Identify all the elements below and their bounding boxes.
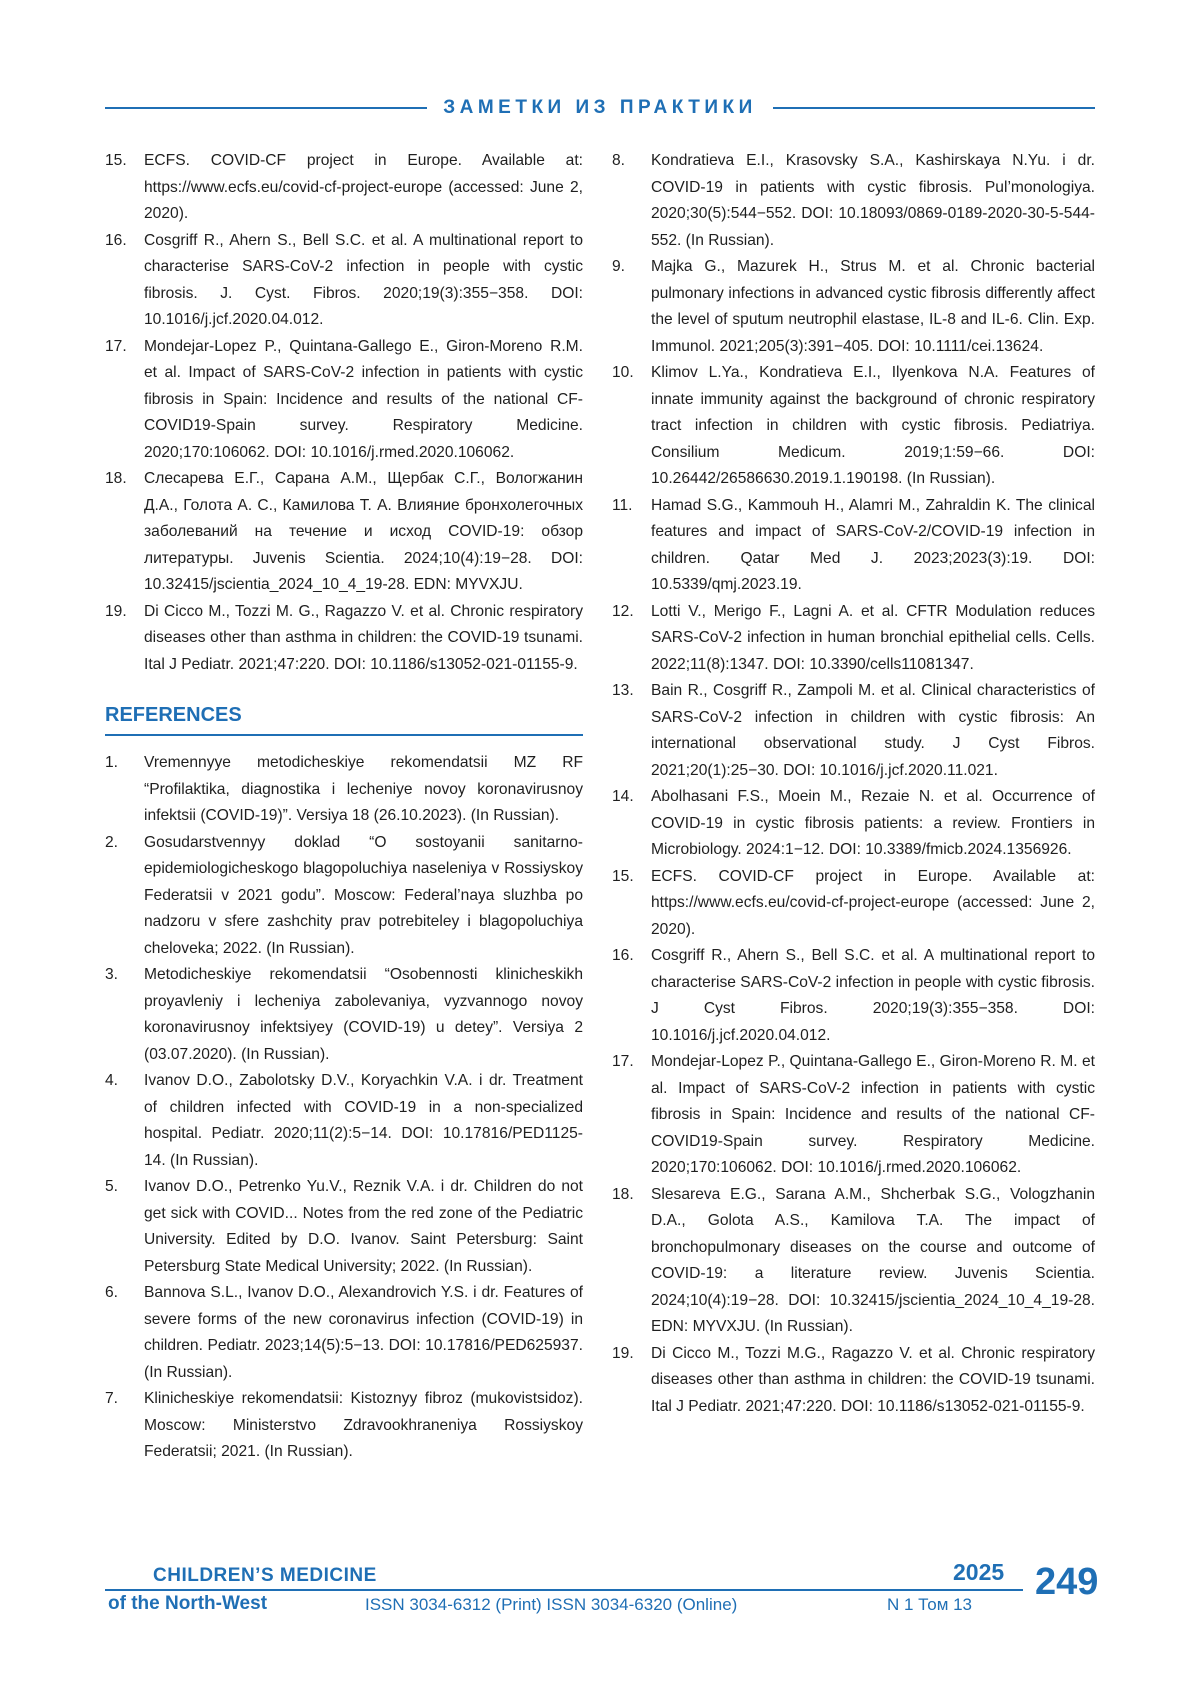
reference-item <box>612 1341 1095 1421</box>
reference-item <box>612 599 1095 679</box>
reference-text: Metodicheskiye rekomendatsii “Osobennosti klinicheskikh proyavleniy i lecheniya zabolevaniya, vyzvannogo novoy koronavirusnoy infektsiyey (COVID-19) u detey”. Versiya 2 (03.07.2020). (In Russian). <box>144 966 583 1063</box>
reference-text: Lotti V., Merigo F., Lagni A. et al. CFTR Modulation reduces SARS-CoV-2 infection in human bronchial epithelial cells. Cells. 2022;11(8):1347. DOI: 10.3390/cells11081347. <box>651 602 1095 673</box>
reference-item <box>612 678 1095 784</box>
reference-list-english-continued <box>612 148 1095 1420</box>
reference-number: 8. <box>612 152 626 169</box>
reference-item <box>105 750 583 830</box>
journal-subtitle: of the North-West <box>108 1593 268 1614</box>
page-footer <box>105 1555 1099 1625</box>
reference-item <box>612 864 1095 944</box>
reference-text: Di Cicco M., Tozzi M.G., Ragazzo V. et al. Chronic respiratory diseases other than asthma in children: the COVID-19 tsunami. Ital J Pediatr. 2021;47:220. DOI: 10.1186/s13052-021-01155-9. <box>651 1344 1095 1415</box>
reference-number: 12. <box>612 602 634 620</box>
reference-item <box>105 1386 583 1466</box>
issue-year: 2025 <box>953 1559 1005 1585</box>
reference-number: 18. <box>612 1185 634 1203</box>
reference-number: 9. <box>612 258 626 275</box>
reference-number: 13. <box>612 682 634 699</box>
reference-text: Hamad S.G., Kammouh H., Alamri M., Zahraldin K. The clinical features and impact of SARS-CoV-2/COVID-19 infection in children. Qatar Med J. 2023;2023(3):19. DOI: 10.5339/qmj.2023.19. <box>651 496 1095 593</box>
reference-number: 11. <box>612 496 633 514</box>
reference-number: 5. <box>105 1178 119 1195</box>
reference-text: Majka G., Mazurek H., Strus M. et al. Chronic bacterial pulmonary infections in advanced cystic fibrosis differently affect the level of sputum neutrophil elastase, IL-8 and IL-6. Clin. Exp. Immunol. 2021;205(3):391−405. DOI: 10.1111/cei.13624. <box>651 258 1095 355</box>
reference-number: 17. <box>612 1053 634 1070</box>
reference-text: Bain R., Cosgriff R., Zampoli M. et al. Clinical characteristics of SARS-CoV-2 infection in children with cystic fibrosis: An international observational study. J Cyst Fibros. 2021;20(1):25−30. DOI: 10.1016/j.jcf.2020.11.021. <box>651 682 1095 779</box>
reference-number: 2. <box>105 833 119 851</box>
reference-number: 1. <box>105 754 119 771</box>
reference-item <box>612 784 1095 864</box>
reference-list-russian <box>105 148 583 678</box>
reference-number: 7. <box>105 1390 119 1407</box>
reference-number: 14. <box>612 788 634 805</box>
reference-number: 15. <box>105 152 127 169</box>
header-rule-left <box>105 107 427 109</box>
reference-text: ECFS. COVID-CF project in Europe. Available at: https://www.ecfs.eu/covid-cf-project-europe (accessed: June 2, 2020). <box>144 152 583 222</box>
header-rule-right <box>773 107 1095 109</box>
section-header <box>105 93 1095 123</box>
reference-text: Klimov L.Ya., Kondratieva E.I., Ilyenkova N.A. Features of innate immunity against the background of chronic respiratory tract infection in children with cystic fibrosis. Pediatriya. Consilium Medicum. 2019;1:59−66. DOI: 10.26442/26586630.2019.1.190198. (In Russian). <box>651 364 1095 487</box>
right-column <box>612 148 1095 1420</box>
page-number: 249 <box>1035 1561 1099 1603</box>
reference-list-english <box>105 750 583 1466</box>
reference-text: Cosgriff R., Ahern S., Bell S.C. et al. A multinational report to characterise SARS-CoV-2 infection in people with cystic fibrosis. J Cyst Fibros. 2020;19(3):355−358. DOI: 10.1016/j.jcf.2020.04.012. <box>651 947 1095 1044</box>
reference-item <box>612 493 1095 599</box>
reference-text: Bannova S.L., Ivanov D.O., Alexandrovich Y.S. i dr. Features of severe forms of the new coronavirus infection (COVID-19) in children. Pediatr. 2023;14(5):5−13. DOI: 10.17816/PED625937. (In Russian). <box>144 1284 583 1381</box>
reference-text: Mondejar-Lopez P., Quintana-Gallego E., Giron-Moreno R. M. et al. Impact of SARS-CoV-2 infection in patients with cystic fibrosis in Spain: Incidence and results of the national CF-COVID19-Spain survey. Respiratory Medicine. 2020;170:106062. DOI: 10.1016/j.rmed.2020.106062. <box>651 1053 1095 1176</box>
reference-item <box>105 1280 583 1386</box>
reference-text: ECFS. COVID-CF project in Europe. Available at: https://www.ecfs.eu/covid-cf-project-europe (accessed: June 2, 2020). <box>651 867 1095 938</box>
reference-item <box>612 1049 1095 1182</box>
reference-item <box>105 334 583 467</box>
reference-text: Kondratieva E.I., Krasovsky S.A., Kashirskaya N.Yu. i dr. COVID-19 in patients with cystic fibrosis. Pul’monologiya. 2020;30(5):544−552. DOI: 10.18093/0869-0189-2020-30-5-544-552. (In Russian). <box>651 152 1095 249</box>
reference-item <box>105 148 583 228</box>
reference-text: Ivanov D.O., Petrenko Yu.V., Reznik V.A. i dr. Children do not get sick with COVID... Notes from the red zone of the Pediatric University. Edited by D.O. Ivanov. Saint Petersburg: Saint Petersburg State Medical University; 2022. (In Russian). <box>144 1178 583 1275</box>
reference-item <box>612 254 1095 360</box>
reference-text: Di Cicco M., Tozzi M. G., Ragazzo V. et al. Chronic respiratory diseases other than asthma in children: the COVID-19 tsunami. Ital J Pediatr. 2021;47:220. DOI: 10.1186/s13052-021-01155-9. <box>144 602 583 673</box>
footer-rule <box>105 1589 1023 1591</box>
reference-number: 19. <box>612 1344 634 1362</box>
reference-item <box>105 962 583 1068</box>
reference-number: 16. <box>105 231 127 249</box>
reference-item <box>105 1068 583 1174</box>
issn-info: ISSN 3034-6312 (Print) ISSN 3034-6320 (Online) <box>365 1595 738 1614</box>
reference-item <box>105 1174 583 1280</box>
reference-text: Cosgriff R., Ahern S., Bell S.C. et al. A multinational report to characterise SARS-CoV-2 infection in people with cystic fibrosis. J. Cyst. Fibros. 2020;19(3):355−358. DOI: 10.1016/j.jcf.2020.04.012. <box>144 231 583 328</box>
reference-item <box>105 466 583 599</box>
reference-number: 6. <box>105 1284 119 1301</box>
reference-number: 16. <box>612 947 634 964</box>
reference-item <box>105 599 583 679</box>
reference-number: 10. <box>612 364 634 381</box>
left-column <box>105 148 583 1466</box>
reference-text: Слесарева Е.Г., Сарана А.М., Щербак С.Г., Вологжанин Д.А., Голота А. С., Камилова Т. А. Влияние бронхолегочных заболеваний на течение и исход COVID-19: обзор литературы. Juvenis Scientia. 2024;10(4):19−28. DOI: 10.32415/jscientia_2024_10_4_19-28. EDN: MYVXJU. <box>144 470 583 593</box>
reference-item <box>612 1182 1095 1341</box>
reference-item <box>612 943 1095 1049</box>
reference-text: Abolhasani F.S., Moein M., Rezaie N. et al. Occurrence of COVID-19 in cystic fibrosis patients: a review. Frontiers in Microbiology. 2024:1−12. DOI: 10.3389/fmicb.2024.1356926. <box>651 788 1095 858</box>
reference-number: 3. <box>105 966 119 983</box>
reference-text: Ivanov D.O., Zabolotsky D.V., Koryachkin V.A. i dr. Treatment of children infected with COVID-19 in a non-specialized hospital. Pediatr. 2020;11(2):5−14. DOI: 10.17816/PED1125-14. (In Russian). <box>144 1072 583 1169</box>
references-heading: REFERENCES <box>105 702 583 736</box>
reference-number: 4. <box>105 1072 119 1089</box>
reference-text: Klinicheskiye rekomendatsii: Kistoznyy fibroz (mukovistsidoz). Moscow: Ministerstvo Zdravookhraneniya Rossiyskoy Federatsii; 2021. (In Russian). <box>144 1390 583 1460</box>
reference-number: 15. <box>612 867 634 885</box>
section-title: ЗАМЕТКИ ИЗ ПРАКТИКИ <box>443 97 757 118</box>
reference-item <box>105 228 583 334</box>
issue-number: N 1 Том 13 <box>887 1595 973 1614</box>
reference-number: 19. <box>105 602 127 620</box>
reference-number: 18. <box>105 470 127 487</box>
reference-item <box>105 830 583 963</box>
reference-text: Gosudarstvennyy doklad “O sostoyanii sanitarno-epidemiologicheskogo blagopoluchiya naseleniya v Rossiyskoy Federatsii v 2021 godu”. Moscow: Federal’naya sluzhba po nadzoru v sfere zashchity prav potrebiteley i blagopoluchiya cheloveka; 2022. (In Russian). <box>144 833 583 957</box>
journal-name: CHILDREN’S MEDICINE <box>153 1565 377 1586</box>
reference-text: Mondejar-Lopez P., Quintana-Gallego E., Giron-Moreno R.M. et al. Impact of SARS-CoV-2 infection in patients with cystic fibrosis in Spain: Incidence and results of the national CF-COVID19-Spain survey. Respiratory Medicine. 2020;170:106062. DOI: 10.1016/j.rmed.2020.106062. <box>144 337 583 461</box>
reference-item <box>612 360 1095 493</box>
reference-item <box>612 148 1095 254</box>
reference-text: Slesareva E.G., Sarana A.M., Shcherbak S.G., Vologzhanin D.A., Golota A.S., Kamilova T.A. The impact of bronchopulmonary diseases on the course and outcome of COVID-19: a literature review. Juvenis Scientia. 2024;10(4):19−28. DOI: 10.32415/jscientia_2024_10_4_19-28. EDN: MYVXJU. (In Russian). <box>651 1185 1095 1335</box>
reference-number: 17. <box>105 337 127 355</box>
reference-text: Vremennyye metodicheskiye rekomendatsii MZ RF “Profilaktika, diagnostika i lecheniye novoy koronavirusnoy infektsii (COVID-19)”. Versiya 18 (26.10.2023). (In Russian). <box>144 754 583 824</box>
